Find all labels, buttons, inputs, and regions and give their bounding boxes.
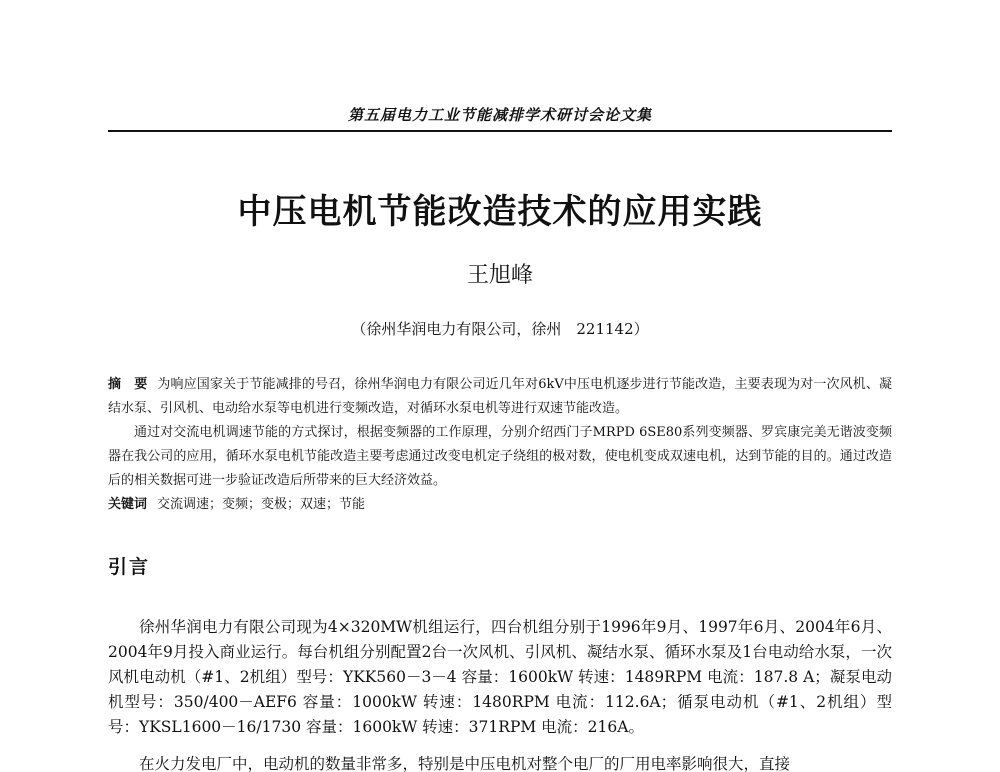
author-affiliation: （徐州华润电力有限公司，徐州 221142） bbox=[351, 320, 649, 338]
abstract bbox=[108, 373, 892, 517]
keywords-label: 关键词 bbox=[108, 497, 148, 512]
introduction-paragraph-2-text: 在火力发电厂中，电动机的数量非常多，特别是中压电机对整个电厂的厂用电率影响很大，直接 bbox=[139, 755, 791, 772]
abstract-paragraph-2: 通过对交流电机调速节能的方式探讨，根据变频器的工作原理，分别介绍西门子MRPD 6SE80系列变频器、罗宾康完美无谐波变频器在我公司的应用，循环水泵电机节能改造主要考虑通过改变电机定子绕组的极对数，使电机变成双速电机，达到节能的目的。通过改造后的相关数据可进一步验证改造后所带来的巨大经济效益。 bbox=[108, 425, 892, 488]
introduction-paragraph-2-partial bbox=[108, 752, 892, 772]
running-header: 第五届电力工业节能减排学术研讨会论文集 bbox=[347, 106, 652, 124]
abstract-text-1: 为响应国家关于节能减排的号召，徐州华润电力有限公司近几年对6kV中压电机逐步进行节能改造，主要表现为对一次风机、凝结水泵、引风机、电动给水泵等电机进行变频改造，对循环水泵电机等进行双速节能改造。 bbox=[108, 377, 892, 416]
header-rule bbox=[108, 130, 892, 132]
keywords bbox=[108, 493, 892, 517]
abstract-label: 摘 要 bbox=[108, 377, 148, 392]
abstract-paragraph-1 bbox=[108, 373, 892, 421]
keywords-value: 交流调速；变频；变极；双速；节能 bbox=[157, 497, 366, 512]
paper-title: 中压电机节能改造技术的应用实践 bbox=[237, 192, 763, 232]
introduction-body bbox=[108, 615, 892, 740]
author-name: 王旭峰 bbox=[466, 263, 533, 288]
introduction-paragraph-1: 徐州华润电力有限公司现为4×320MW机组运行，四台机组分别于1996年9月、1997年6月、2004年6月、2004年9月投入商业运行。每台机组分别配置2台一次风机、引风机、凝结水泵、循环水泵及1台电动给水泵，一次风机电动机（#1、2机组）型号：YKK560－3－4 容量：1600kW 转速：1489RPM 电流：187.8 A；凝泵电动机型号：350/400－AEF6 容量：1000kW 转速：1480RPM 电流：112.6A；循泵电动机（#1、2机组）型号：YKSL1600－16/1730 容量：1600kW 转速：371RPM 电流：216A。 bbox=[108, 618, 892, 736]
section-heading-introduction: 引言 bbox=[108, 556, 151, 578]
